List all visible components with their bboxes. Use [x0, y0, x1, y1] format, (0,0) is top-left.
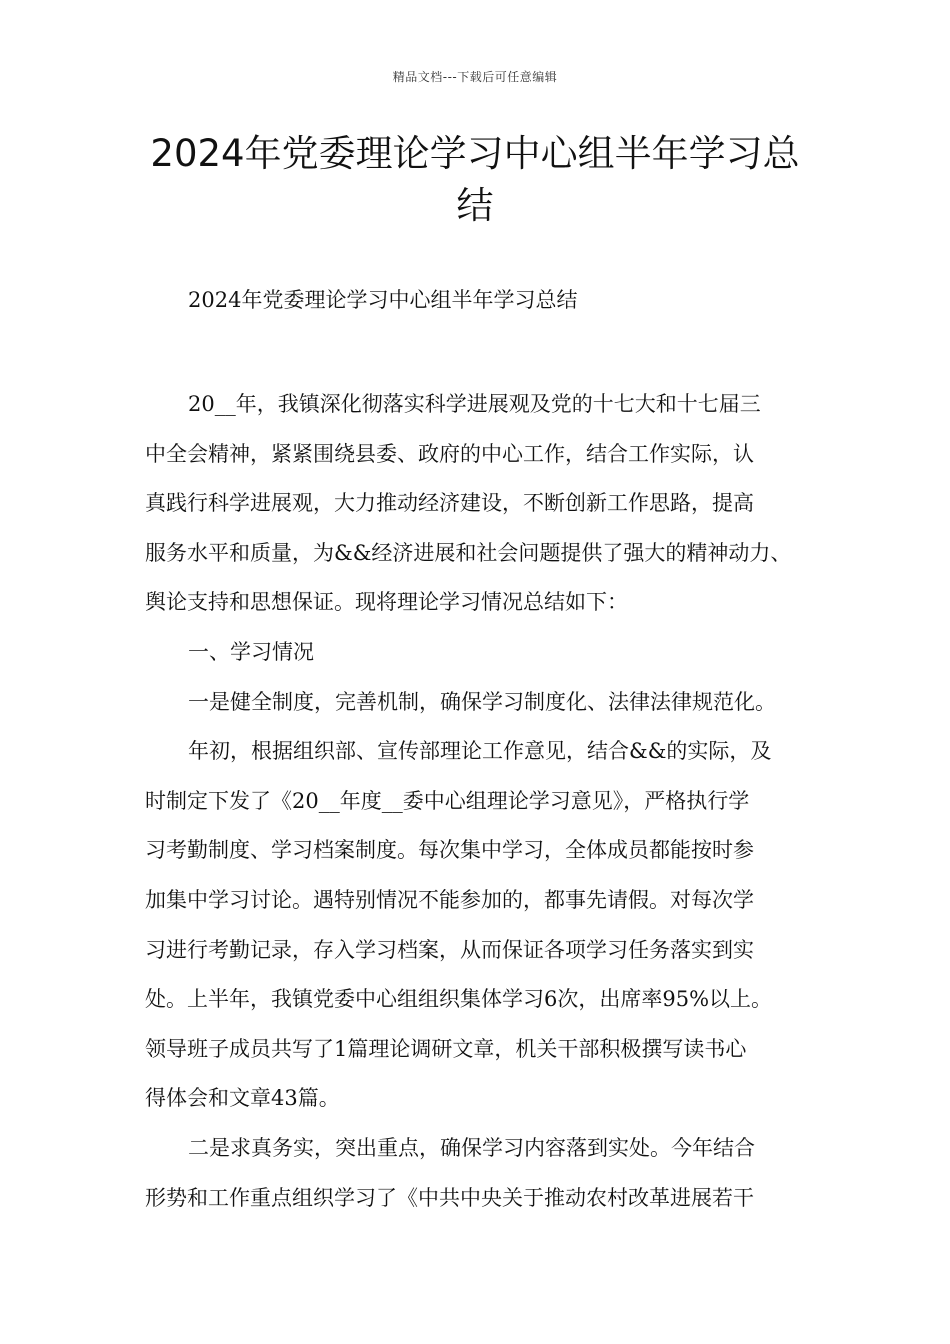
text-line: 时制定下发了《20__年度__委中心组理论学习意见》，严格执行学	[145, 788, 750, 813]
header-note: 精品文档---下载后可任意编辑	[392, 70, 558, 84]
paragraph-study-details	[145, 727, 820, 1124]
text-line: 中全会精神，紧紧围绕县委、政府的中心工作，结合工作实际，认	[145, 441, 754, 466]
text-line: 真践行科学进展观，大力推动经济建设，不断创新工作思路，提高	[145, 491, 754, 516]
text-line: 服务水平和质量，为&&经济进展和社会问题提供了强大的精神动力、	[145, 540, 792, 565]
text-line: 20__年，我镇深化彻落实科学进展观及党的十七大和十七届三	[188, 392, 761, 416]
text-line: 得体会和文章43篇。	[145, 1086, 340, 1111]
document-title-line-2: 结	[456, 184, 494, 227]
document-subtitle: 2024年党委理论学习中心组半年学习总结	[188, 288, 578, 312]
text-line: 舆论支持和思想保证。现将理论学习情况总结如下：	[145, 590, 628, 615]
text-line: 领导班子成员共写了1篇理论调研文章，机关干部积极撰写读书心	[145, 1036, 747, 1061]
text-line: 二是求真务实，突出重点，确保学习内容落到实处。今年结合	[188, 1135, 755, 1160]
document-title-line-1: 2024年党委理论学习中心组半年学习总	[150, 132, 800, 175]
text-line: 一是健全制度，完善机制，确保学习制度化、法律法律规范化。	[188, 689, 776, 714]
paragraph-intro	[145, 380, 820, 628]
text-line: 处。上半年，我镇党委中心组组织集体学习6次，出席率95%以上。	[145, 987, 773, 1012]
text-line: 年初，根据组织部、宣传部理论工作意见，结合&&的实际，及	[188, 739, 772, 764]
paragraph-point-two	[145, 1124, 820, 1223]
paragraph-point-one	[145, 678, 820, 728]
text-line: 一、学习情况	[188, 639, 314, 664]
section-heading	[145, 628, 820, 678]
document-body	[145, 380, 820, 1223]
text-line: 形势和工作重点组织学习了《中共中央关于推动农村改革进展若干	[145, 1185, 754, 1210]
text-line: 习进行考勤记录，存入学习档案，从而保证各项学习任务落实到实	[145, 937, 754, 962]
text-line: 习考勤制度、学习档案制度。每次集中学习，全体成员都能按时参	[145, 838, 754, 863]
document-title	[130, 128, 820, 232]
text-line: 加集中学习讨论。遇特别情况不能参加的，都事先请假。对每次学	[145, 887, 754, 912]
